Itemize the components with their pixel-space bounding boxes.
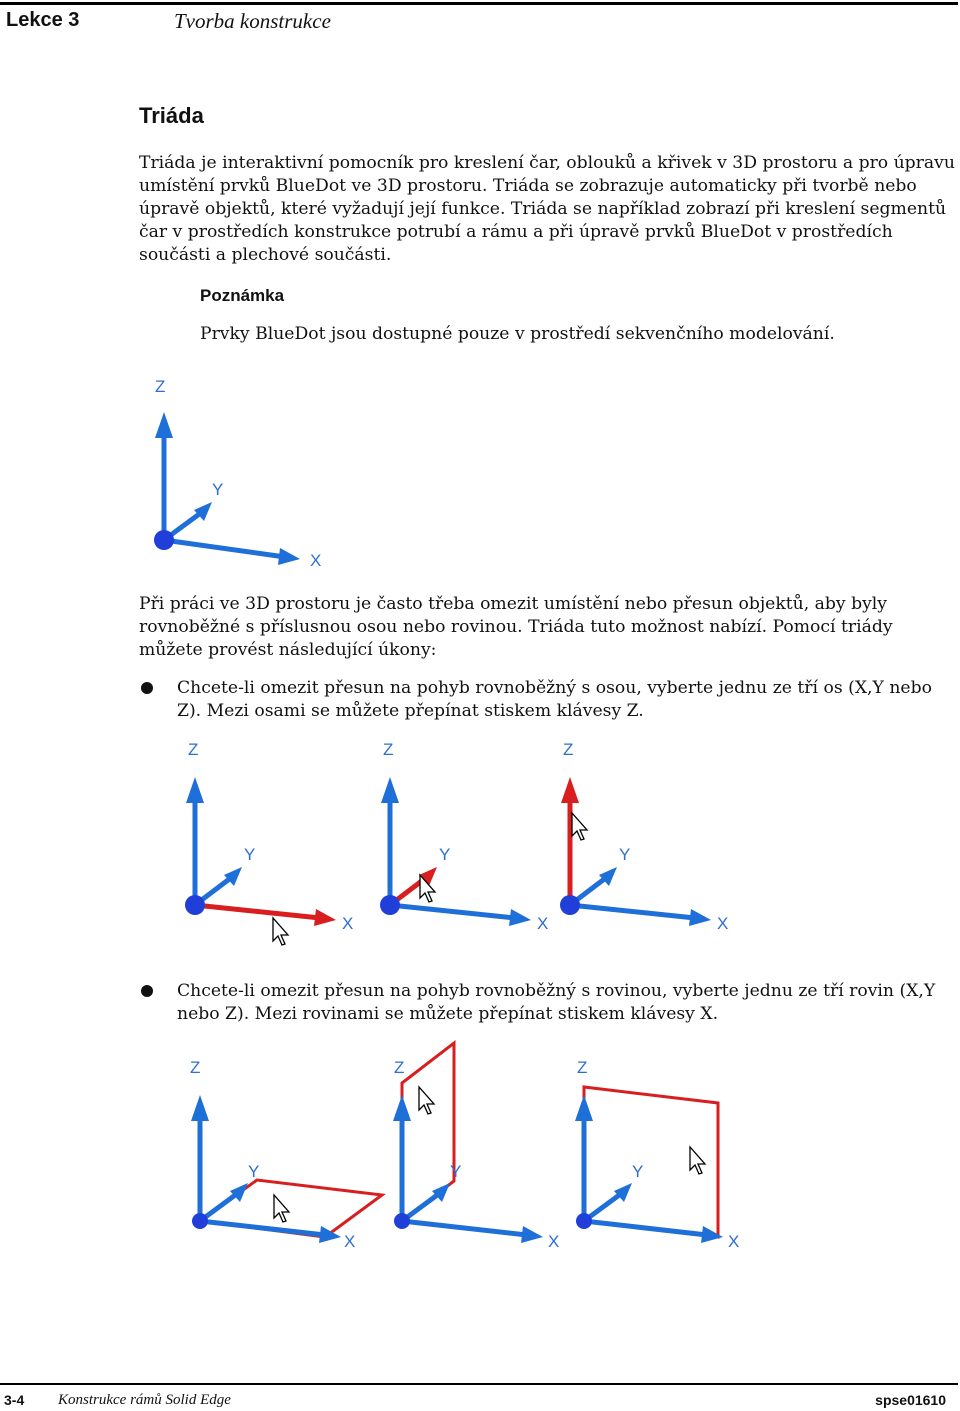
y-axis-label: Y bbox=[248, 1162, 260, 1181]
z-arrowhead-icon bbox=[561, 777, 579, 803]
bullet-text-plane: Chcete-li omezit přesun na pohyb rovnoběžný s rovinou, vyberte jednu ze tří rovin (X,Y nebo Z). Mezi rovinami se můžete přepínat stiskem klávesy X. bbox=[177, 981, 936, 1024]
x-axis-label: X bbox=[548, 1232, 560, 1251]
x-arrowhead-icon bbox=[314, 909, 336, 926]
x-arrowhead-icon bbox=[509, 909, 531, 926]
plane-selection-figure bbox=[170, 1035, 770, 1265]
y-axis-label: Y bbox=[439, 845, 451, 864]
triad-origin bbox=[154, 530, 174, 550]
z-axis-label: Z bbox=[190, 1058, 201, 1077]
y-axis-label: Y bbox=[619, 845, 631, 864]
mouse-cursor-icon bbox=[419, 1087, 434, 1114]
page-header bbox=[0, 0, 960, 44]
x-arrowhead-icon bbox=[689, 909, 711, 926]
z-axis-label: Z bbox=[155, 377, 166, 396]
z-arrowhead-icon bbox=[381, 777, 399, 803]
z-axis-arrowhead-icon bbox=[155, 412, 173, 438]
y-axis-label: Y bbox=[632, 1162, 644, 1181]
footer-rule bbox=[0, 1383, 958, 1385]
triad-xz-plane bbox=[575, 1058, 739, 1251]
constraints-paragraph: Při práci ve 3D prostoru je často třeba omezit umístění nebo přesun objektů, aby byly rovnoběžné s příslusnou osou nebo rovinou. Triáda tuto možnost nabízí. Pomocí triády můžete provést následující úkony: bbox=[139, 594, 893, 660]
footer-title: Konstrukce rámů Solid Edge bbox=[58, 1392, 231, 1408]
bullet-dot bbox=[141, 682, 153, 694]
chapter-title: Tvorba konstrukce bbox=[174, 9, 331, 33]
z-axis-label: Z bbox=[563, 740, 574, 759]
note-text: Prvky BlueDot jsou dostupné pouze v prostředí sekvenčního modelování. bbox=[200, 324, 835, 344]
bullet-dot bbox=[141, 985, 153, 997]
lesson-label: Lekce 3 bbox=[6, 9, 80, 31]
x-axis-label: X bbox=[717, 914, 729, 933]
x-arrowhead-icon bbox=[701, 1226, 723, 1243]
mouse-cursor-icon bbox=[572, 813, 587, 840]
axis-selection-figure bbox=[170, 735, 770, 955]
z-axis-label: Z bbox=[383, 740, 394, 759]
x-axis-label: X bbox=[342, 914, 354, 933]
z-arrowhead-icon bbox=[575, 1095, 593, 1121]
yz-plane-highlighted bbox=[402, 1043, 454, 1221]
mouse-cursor-icon bbox=[273, 918, 288, 945]
y-axis-label: Y bbox=[244, 845, 256, 864]
z-arrowhead-icon bbox=[186, 777, 204, 803]
triad-x-highlighted bbox=[185, 740, 353, 945]
z-arrowhead-icon bbox=[393, 1095, 411, 1121]
x-arrowhead-icon bbox=[521, 1226, 543, 1243]
xy-plane-highlighted bbox=[200, 1180, 382, 1237]
x-axis-line bbox=[164, 540, 285, 557]
x-axis-label: X bbox=[728, 1232, 740, 1251]
x-axis-label: X bbox=[537, 914, 549, 933]
triad bbox=[154, 377, 321, 570]
mouse-cursor-icon bbox=[274, 1195, 289, 1222]
x-axis-arrowhead-icon bbox=[278, 548, 300, 565]
triad-vertical-plane bbox=[393, 1043, 559, 1251]
x-axis-label: X bbox=[310, 551, 322, 570]
z-arrowhead-icon bbox=[191, 1095, 209, 1121]
triad-y-highlighted bbox=[380, 740, 548, 933]
x-axis-label: X bbox=[344, 1232, 356, 1251]
z-axis-label: Z bbox=[188, 740, 199, 759]
y-axis-label: Y bbox=[212, 480, 224, 499]
triad-z-highlighted bbox=[560, 740, 728, 933]
header-rule bbox=[0, 2, 958, 5]
z-axis-label: Z bbox=[394, 1058, 405, 1077]
x-axis-highlighted bbox=[195, 905, 320, 918]
intro-paragraph: Triáda je interaktivní pomocník pro kreslení čar, oblouků a křivek v 3D prostoru a pro úpravu umístění prvků BlueDot ve 3D prostoru. Triáda se zobrazuje automaticky při tvorbě nebo úpravě objektů, které vyžadují její funkce. Triáda se například zobrazí při kreslení segmentů čar v prostředích konstrukce potrubí a rámu a při úpravě prvků BlueDot v prostředích součásti a plechové součásti. bbox=[139, 153, 955, 265]
y-axis-label: Y bbox=[450, 1162, 462, 1181]
z-axis-label: Z bbox=[577, 1058, 588, 1077]
triad-xy-plane bbox=[190, 1058, 382, 1251]
section-title: Triáda bbox=[139, 103, 204, 128]
note-title: Poznámka bbox=[200, 286, 285, 305]
mouse-cursor-icon bbox=[690, 1147, 705, 1174]
bullet-text-axis: Chcete-li omezit přesun na pohyb rovnoběžný s osou, vyberte jednu ze tří os (X,Y nebo Z). Mezi osami se můžete přepínat stiskem klávesy Z. bbox=[177, 678, 932, 721]
page-number: 3-4 bbox=[4, 1392, 25, 1408]
triad-figure bbox=[130, 370, 340, 580]
document-code: spse01610 bbox=[875, 1392, 946, 1408]
